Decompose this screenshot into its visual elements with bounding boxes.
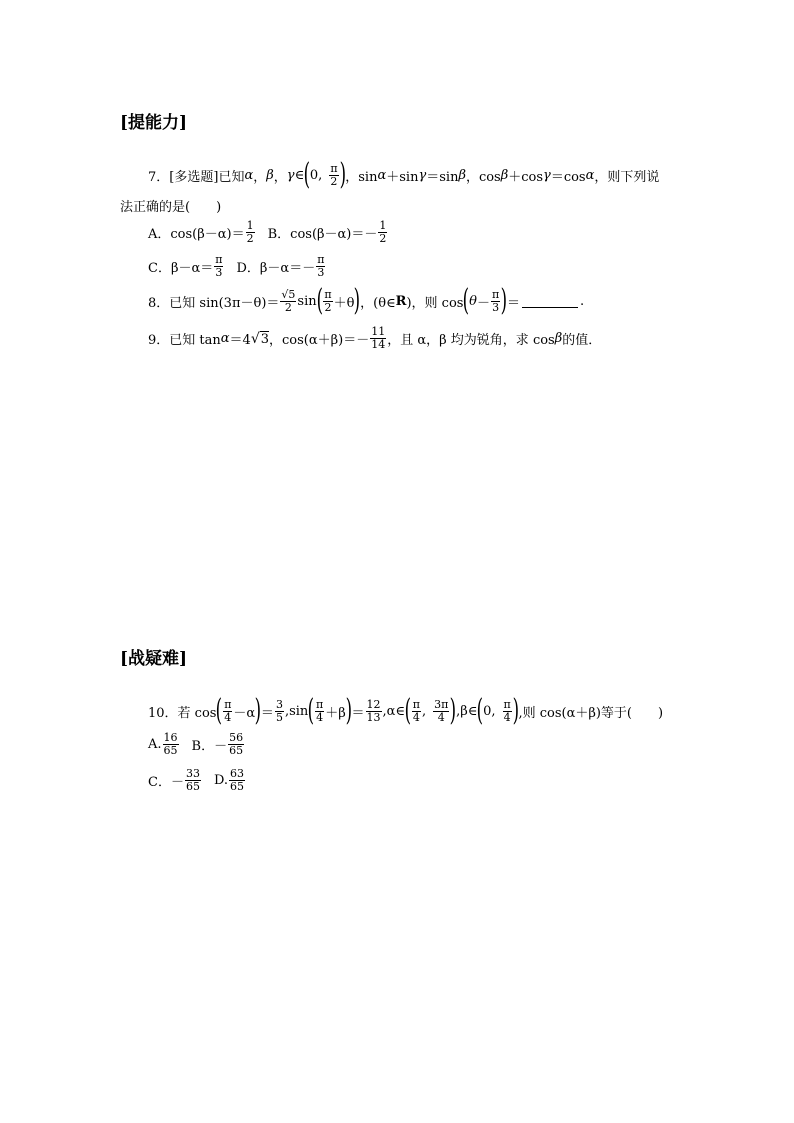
fraction: $\frac{\pi}{4}$ <box>503 697 511 724</box>
q10-options-ab <box>148 732 245 757</box>
q10-option-b: B．－ <box>191 739 228 754</box>
fraction: $\frac{\pi}{3}$ <box>215 253 223 279</box>
q8-stem: 8． 已知 sin(3π－θ)＝ $\frac{√5}{2}$ sin ( $\frac{\pi}{2}$ ＋θ ) ，(θ∈ R )，则 cos ( θ － $\frac{\pi}{3}$ ) ＝ . <box>148 283 585 318</box>
q8-number: 8． <box>148 295 170 311</box>
answer-blank[interactable] <box>522 295 578 308</box>
q10-options-cd <box>148 768 246 793</box>
q7-option-d: D．β－α＝－ <box>236 261 316 276</box>
q10-stem: 10． 若 cos ( $\frac{\pi}{4}$ －α ) ＝ $\frac{3}{5}$ ,sin ( $\frac{\pi}{4}$ ＋β ) ＝ $\frac{12}{13}$ ,α∈ ( $\frac{\pi}{4}$ , $\frac{3\pi}{4}$ ) ,β∈ ( 0, $\frac{\pi}{4}$ ) ,则 cos(α＋β)等于( ) <box>148 693 664 728</box>
section-title-difficulty: [战疑难] <box>120 649 188 669</box>
q9-stem: 9． 已知 tan α ＝4 √ 3 ，cos(α＋β)＝－ $\frac{11}{14}$ ，且 α，β 均为锐角，求 cos β 的值． <box>148 325 602 351</box>
q7-option-b: B．cos(β－α)＝－ <box>267 227 378 242</box>
q7-options-ab <box>148 220 388 245</box>
q10-option-d: D. <box>213 773 229 788</box>
q7-number: 7． <box>148 169 170 185</box>
section-title-ability: [提能力] <box>120 113 188 133</box>
q7-option-a: A．cos(β－α)＝ <box>148 227 245 242</box>
q7-stem-line2: 法正确的是( ) <box>120 200 222 215</box>
fraction: $\frac{11}{14}$ <box>371 325 386 351</box>
q9-number: 9． <box>148 333 170 348</box>
q7-option-c: C．β－α＝ <box>148 261 214 276</box>
q10-number: 10． <box>148 705 178 721</box>
fraction: $\frac{\pi}{2}$ <box>330 161 338 188</box>
fraction: $\frac{3}{5}$ <box>275 697 283 724</box>
fraction: $\frac{\pi}{2}$ <box>324 287 332 314</box>
fraction: $\frac{33}{65}$ <box>185 767 200 793</box>
q10-option-a: A. <box>148 737 162 752</box>
fraction: $\frac{\pi}{4}$ <box>412 697 420 724</box>
fraction: $\frac{\pi}{3}$ <box>492 287 500 314</box>
fraction: $\frac{1}{2}$ <box>246 219 254 245</box>
fraction: $\frac{16}{65}$ <box>163 731 178 757</box>
fraction: $\frac{1}{2}$ <box>379 219 387 245</box>
fraction: $\frac{63}{65}$ <box>230 767 245 793</box>
fraction: $\frac{\pi}{4}$ <box>316 697 324 724</box>
fraction: $\frac{56}{65}$ <box>229 731 244 757</box>
fraction: $\frac{√5}{2}$ <box>281 287 296 314</box>
q7-stem-line1: 7． [多选题] 已知 α ， β ， γ ∈ ( 0, $\frac{\pi}{2}$ ) ，sin α ＋sin γ ＝sin β ，cos β ＋cos γ ＝cos α ，则下列说 <box>148 157 660 192</box>
fraction: $\frac{\pi}{3}$ <box>317 253 325 279</box>
fraction: $\frac{3\pi}{4}$ <box>434 697 449 724</box>
q10-option-c: C．－ <box>148 775 184 790</box>
fraction: $\frac{\pi}{4}$ <box>224 697 232 724</box>
fraction: $\frac{12}{13}$ <box>366 697 381 724</box>
q7-tag: [多选题] <box>169 169 219 185</box>
q7-options-cd <box>148 254 326 279</box>
